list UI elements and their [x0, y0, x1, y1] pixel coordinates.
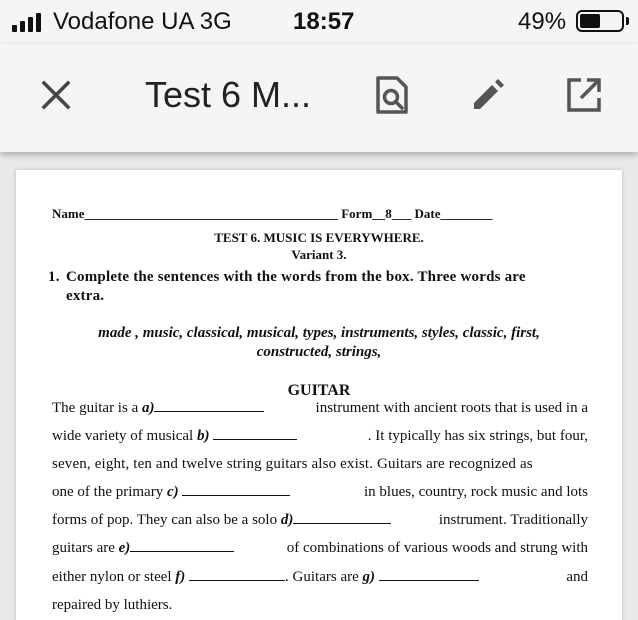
battery-icon	[576, 10, 624, 32]
document-title: Test 6 M...	[145, 74, 312, 115]
task-text-line2: extra.	[66, 288, 105, 304]
find-in-page-icon	[375, 75, 409, 115]
text-line: wide variety of musical b) . It typically has six strings, but four,	[52, 428, 588, 444]
carrier-label: Vodafone UA 3G	[53, 8, 232, 35]
word-box-line1: made , music, classical, musical, types, instruments, styles, classic, first,	[98, 325, 540, 341]
battery-tip	[626, 17, 629, 25]
text-line: seven, eight, ten and twelve string guitars also exist. Guitars are recognized as	[52, 456, 533, 472]
variant-label: Variant 3.	[291, 247, 347, 262]
task-instruction	[48, 268, 588, 306]
open-external-icon	[565, 76, 603, 114]
name-form-date-line: Name_______________________________________ Form__8___ Date________	[52, 206, 493, 221]
find-in-page-button[interactable]	[370, 72, 414, 118]
status-bar	[0, 0, 638, 44]
text-line: The guitar is a a) instrument with ancient roots that is used in a	[52, 400, 588, 416]
edit-pencil-icon	[469, 76, 507, 114]
app-bar	[0, 44, 638, 152]
text-line: guitars are e) of combinations of various woods and strung with	[52, 540, 588, 556]
word-box-line2: constructed, strings,	[256, 344, 382, 360]
text-line: one of the primary c) in blues, country, rock music and lots	[52, 484, 588, 500]
edit-button[interactable]	[466, 72, 510, 118]
close-icon	[41, 80, 71, 110]
section-title: GUITAR	[287, 382, 351, 399]
clock: 18:57	[293, 8, 355, 35]
document-page	[16, 170, 622, 620]
task-number: 1.	[48, 269, 60, 285]
task-text-line1: Complete the sentences with the words from the box. Three words are	[66, 269, 526, 285]
battery-percent: 49%	[518, 8, 567, 35]
text-line: repaired by luthiers.	[52, 597, 173, 613]
signal-strength-icon	[12, 12, 46, 32]
document-viewer[interactable]	[0, 152, 638, 620]
text-line: forms of pop. They can also be a solo d) instrument. Traditionally	[52, 512, 588, 528]
test-title: TEST 6. MUSIC IS EVERYWHERE.	[214, 230, 424, 245]
close-button[interactable]	[34, 72, 78, 118]
text-line: either nylon or steel f) . Guitars are g) and	[52, 569, 588, 585]
open-external-button[interactable]	[562, 72, 606, 118]
